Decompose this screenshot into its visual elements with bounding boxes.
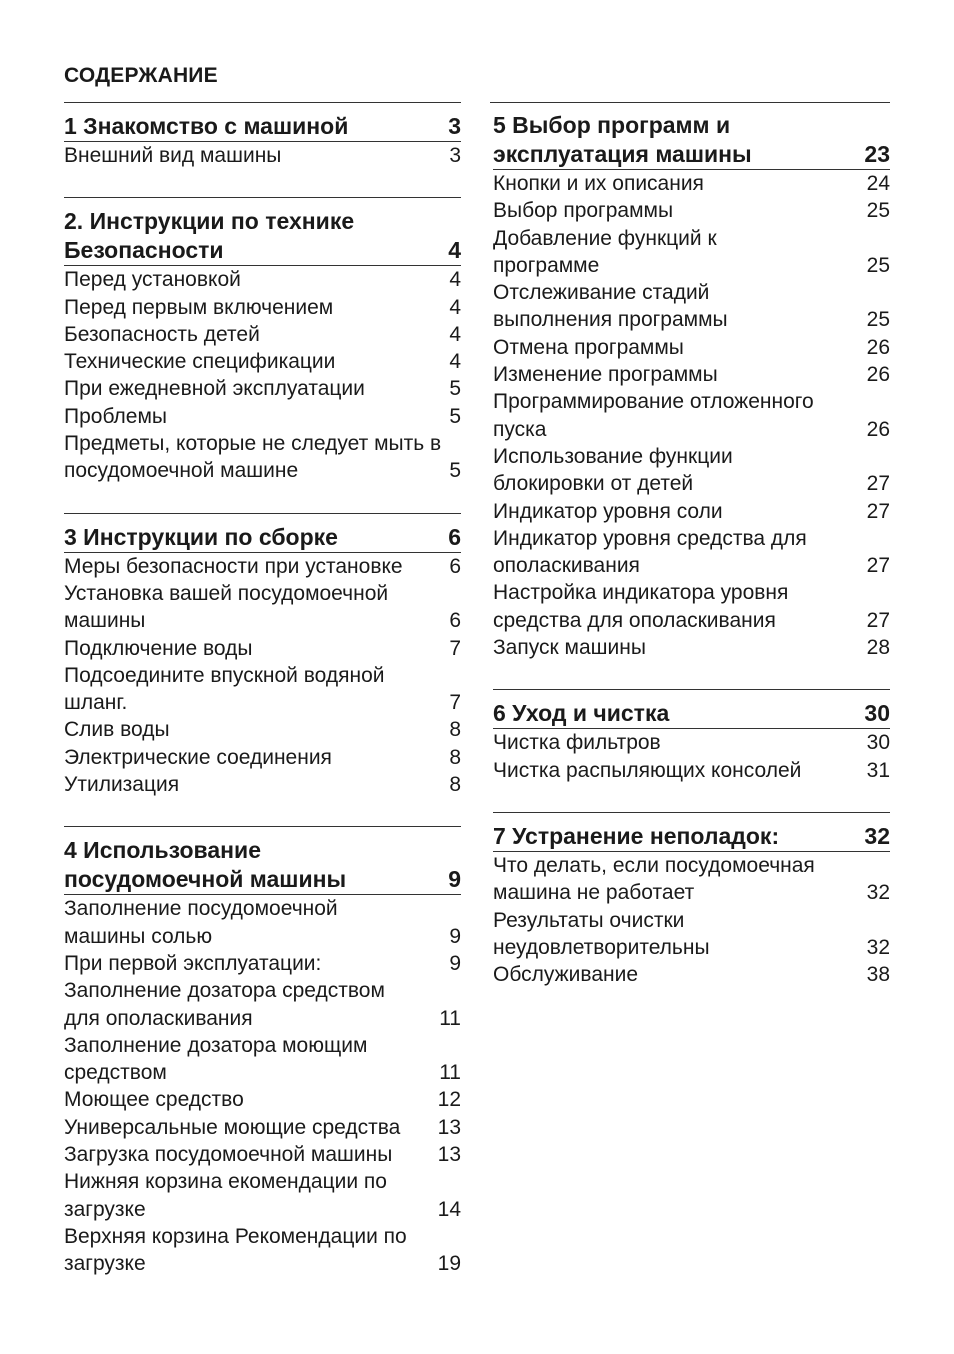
entry-page-number: 26 xyxy=(866,363,890,387)
toc-entry[interactable] xyxy=(493,757,890,784)
toc-entry[interactable] xyxy=(493,961,890,988)
toc-entry[interactable] xyxy=(64,1141,461,1168)
toc-entry[interactable] xyxy=(64,771,461,798)
toc-section-3 xyxy=(64,513,461,799)
toc-entry[interactable] xyxy=(493,852,890,907)
entry-text: Перед первым включением xyxy=(64,295,334,319)
section-page-number: 4 xyxy=(448,237,461,264)
toc-entry[interactable] xyxy=(493,197,890,224)
toc-entry[interactable] xyxy=(64,977,461,1032)
toc-entry[interactable] xyxy=(64,1168,461,1223)
entry-page-number: 38 xyxy=(866,963,890,987)
toc-entry[interactable] xyxy=(64,430,461,485)
section-title: 3 Инструкции по сборке xyxy=(64,523,338,550)
entry-page-number: 8 xyxy=(449,718,461,742)
toc-entry[interactable] xyxy=(64,403,461,430)
toc-entry[interactable] xyxy=(64,635,461,662)
toc-column-right xyxy=(493,102,890,988)
entry-page-number: 7 xyxy=(449,691,461,715)
section-heading[interactable] xyxy=(64,102,461,142)
toc-entry[interactable] xyxy=(64,1086,461,1113)
entry-page-number: 4 xyxy=(449,322,461,346)
entry-text: Заполнение дозатора моющим средством xyxy=(64,1033,368,1085)
toc-entry[interactable] xyxy=(493,388,890,443)
entry-text: Установка вашей посудомоечной машины xyxy=(64,581,389,633)
toc-entry[interactable] xyxy=(493,907,890,962)
entry-text: Утилизация xyxy=(64,773,180,797)
section-page-number: 23 xyxy=(864,141,890,167)
entry-text: Загрузка посудомоечной машины xyxy=(64,1143,393,1167)
entry-text: Заполнение дозатора средством для ополаскивания xyxy=(64,979,385,1030)
entry-text: Универсальные моющие средства xyxy=(64,1115,401,1139)
section-title: 6 Уход и чистка xyxy=(493,700,670,727)
entry-page-number: 31 xyxy=(866,758,890,782)
toc-entry[interactable] xyxy=(64,321,461,348)
entry-text: Обслуживание xyxy=(493,963,639,987)
entry-text: Отмена программы xyxy=(493,335,684,359)
entry-page-number: 8 xyxy=(449,773,461,797)
section-page-number: 30 xyxy=(864,700,890,727)
entry-page-number: 4 xyxy=(449,295,461,319)
toc-entry[interactable] xyxy=(64,142,461,169)
entry-page-number: 14 xyxy=(437,1197,461,1221)
entry-page-number: 13 xyxy=(437,1143,461,1167)
toc-entry[interactable] xyxy=(493,579,890,634)
entry-page-number: 5 xyxy=(449,377,461,401)
toc-entry[interactable] xyxy=(493,170,890,197)
toc-section-6 xyxy=(493,689,890,784)
toc-entry[interactable] xyxy=(493,498,890,525)
entry-text: Программирование отложенного пуска xyxy=(493,390,814,441)
toc-entry[interactable] xyxy=(64,1223,461,1278)
entry-text: Кнопки и их описания xyxy=(493,172,704,195)
entry-text: Технические спецификации xyxy=(64,350,336,374)
section-heading[interactable] xyxy=(493,689,890,729)
toc-entry[interactable] xyxy=(493,361,890,388)
section-title: 2. Инструкции по технике Безопасности xyxy=(64,208,355,264)
entry-text: Проблемы xyxy=(64,404,168,428)
section-page-number: 3 xyxy=(448,113,461,139)
toc-entry[interactable] xyxy=(64,375,461,402)
entry-page-number: 25 xyxy=(866,199,890,223)
entry-text: Чистка распыляющих консолей xyxy=(493,758,802,782)
entry-page-number: 4 xyxy=(449,268,461,292)
section-title: 4 Использование посудомоечной машины xyxy=(64,837,347,893)
toc-section-4 xyxy=(64,826,461,1277)
entry-text: Изменение программы xyxy=(493,363,718,387)
entry-text: Перед установкой xyxy=(64,268,241,292)
toc-section-7 xyxy=(493,812,890,988)
entry-text: Внешний вид машины xyxy=(64,144,282,167)
section-page-number: 9 xyxy=(448,866,461,893)
toc-entry[interactable] xyxy=(64,744,461,771)
entry-text: Чистка фильтров xyxy=(493,731,661,755)
toc-entry[interactable] xyxy=(64,553,461,580)
entry-page-number: 27 xyxy=(866,499,890,523)
entry-text: Слив воды xyxy=(64,718,170,742)
entry-text: Добавление функций к программе xyxy=(493,226,717,277)
entry-text: Безопасность детей xyxy=(64,322,260,346)
entry-page-number: 26 xyxy=(866,335,890,359)
entry-page-number: 7 xyxy=(449,636,461,660)
toc-entry[interactable] xyxy=(493,634,890,661)
entry-text: Использование функции блокировки от детей xyxy=(493,444,733,496)
entry-page-number: 28 xyxy=(866,636,890,660)
entry-page-number: 4 xyxy=(449,350,461,374)
section-title: 7 Устранение неполадок: xyxy=(493,822,780,849)
toc-entry[interactable] xyxy=(493,279,890,334)
toc-entry[interactable] xyxy=(64,1114,461,1141)
entry-text: Предметы, которые не следует мыть в посудомоечной машине xyxy=(64,432,442,483)
section-heading[interactable] xyxy=(64,513,461,553)
entry-page-number: 25 xyxy=(866,308,890,332)
entry-page-number: 19 xyxy=(437,1252,461,1276)
toc-section-2 xyxy=(64,197,461,484)
entry-text: Запуск машины xyxy=(493,636,646,660)
entry-text: Верхняя корзина Рекомендации по загрузке xyxy=(64,1224,407,1276)
entry-page-number: 5 xyxy=(449,404,461,428)
entry-text: При ежедневной эксплуатации xyxy=(64,377,365,401)
toc-section-5 xyxy=(493,102,890,661)
toc-entry[interactable] xyxy=(493,443,890,498)
entry-page-number: 30 xyxy=(866,731,890,755)
entry-text: При первой эксплуатации: xyxy=(64,951,322,975)
entry-page-number: 27 xyxy=(866,608,890,632)
toc-entry[interactable] xyxy=(64,662,461,717)
toc-entry[interactable] xyxy=(64,266,461,293)
section-page-number: 6 xyxy=(448,523,461,550)
entry-text: Моющее средство xyxy=(64,1088,244,1112)
entry-page-number: 13 xyxy=(437,1115,461,1139)
entry-page-number: 9 xyxy=(449,951,461,975)
entry-page-number: 26 xyxy=(866,417,890,441)
entry-page-number: 3 xyxy=(449,144,461,167)
entry-text: Отслеживание стадий выполнения программы xyxy=(493,281,728,332)
entry-text: Настройка индикатора уровня средства для ополаскивания xyxy=(493,581,789,632)
toc-entry[interactable] xyxy=(493,729,890,756)
section-heading[interactable] xyxy=(64,826,461,895)
section-heading[interactable] xyxy=(493,102,890,170)
toc-entry[interactable] xyxy=(64,294,461,321)
entry-page-number: 32 xyxy=(866,881,890,905)
entry-page-number: 9 xyxy=(449,924,461,948)
entry-text: Нижняя корзина екомендации по загрузке xyxy=(64,1170,387,1221)
entry-page-number: 25 xyxy=(866,253,890,277)
section-heading[interactable] xyxy=(493,812,890,852)
entry-text: Электрические соединения xyxy=(64,745,332,769)
page-title: СОДЕРЖАНИЕ xyxy=(64,64,218,87)
section-heading[interactable] xyxy=(64,197,461,266)
toc-entry[interactable] xyxy=(493,525,890,580)
entry-text: Меры безопасности при установке xyxy=(64,554,403,578)
toc-entry[interactable] xyxy=(64,950,461,977)
entry-page-number: 11 xyxy=(439,1006,461,1030)
section-title: 5 Выбор программ и эксплуатация машины xyxy=(493,112,752,167)
entry-text: Подключение воды xyxy=(64,636,253,660)
toc-entry[interactable] xyxy=(64,1032,461,1087)
entry-page-number: 27 xyxy=(866,472,890,496)
section-title: 1 Знакомство с машиной xyxy=(64,113,349,139)
entry-text: Результаты очистки неудовлетворительны xyxy=(493,908,710,959)
toc-column-left xyxy=(64,102,461,1278)
toc-entry[interactable] xyxy=(64,716,461,743)
entry-page-number: 12 xyxy=(437,1088,461,1112)
entry-text: Индикатор уровня соли xyxy=(493,499,723,523)
entry-text: Индикатор уровня средства для ополаскивания xyxy=(493,526,807,578)
entry-page-number: 11 xyxy=(439,1061,461,1085)
toc-entry[interactable] xyxy=(64,580,461,635)
toc-entry[interactable] xyxy=(493,225,890,280)
toc-entry[interactable] xyxy=(64,895,461,950)
entry-page-number: 6 xyxy=(449,554,461,578)
section-page-number: 32 xyxy=(864,822,890,849)
entry-text: Что делать, если посудомоечная машина не работает xyxy=(493,853,815,905)
toc-section-1 xyxy=(64,102,461,169)
entry-page-number: 6 xyxy=(449,609,461,633)
entry-page-number: 24 xyxy=(866,172,890,195)
entry-text: Подсоедините впускной водяной шланг. xyxy=(64,663,385,715)
entry-text: Выбор программы xyxy=(493,199,674,223)
toc-entry[interactable] xyxy=(64,348,461,375)
toc-entry[interactable] xyxy=(493,334,890,361)
entry-text: Заполнение посудомоечной машины солью xyxy=(64,897,338,948)
entry-page-number: 8 xyxy=(449,745,461,769)
entry-page-number: 27 xyxy=(866,554,890,578)
entry-page-number: 5 xyxy=(449,459,461,483)
entry-page-number: 32 xyxy=(866,935,890,959)
